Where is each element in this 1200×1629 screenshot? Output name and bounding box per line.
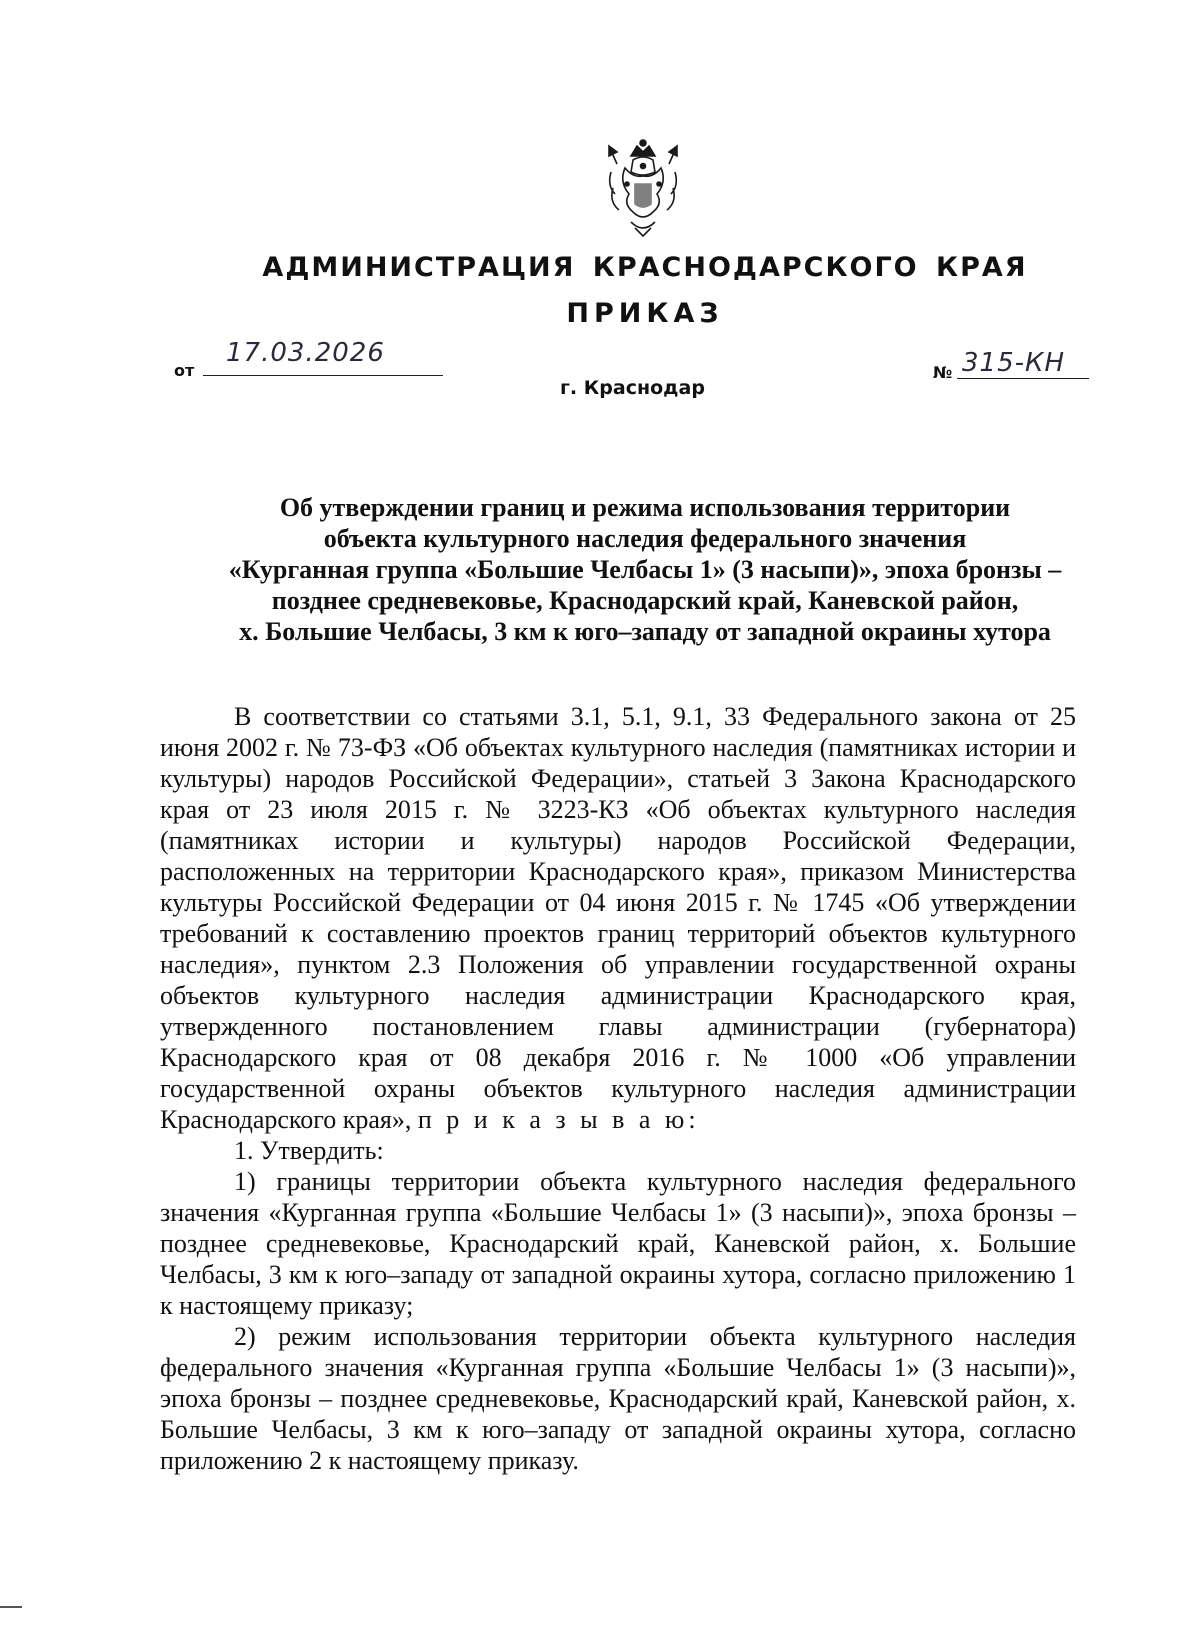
coat-of-arms-emblem-icon: [603, 138, 683, 238]
document-body: [160, 701, 1076, 1476]
heading-line: объекта культурного наследия федерального значения: [323, 524, 967, 553]
heading-line: х. Большие Челбасы, 3 км к юго–западу от западной окраины хутора: [239, 617, 1051, 646]
number-label: №: [933, 363, 953, 382]
order-word: п р и к а з ы в а ю:: [417, 1105, 700, 1134]
item-1: 1. Утвердить:: [234, 1136, 384, 1165]
document-heading: [140, 492, 1150, 647]
document-type-title: ПРИКАЗ: [566, 298, 724, 329]
scan-edge-mark: [0, 1606, 22, 1608]
heading-line: Об утверждении границ и режима использования территории: [279, 493, 1011, 522]
item-1-1: 1) границы территории объекта культурного наследия федерального значения «Курганная группа «Большие Челбасы 1» (3 насыпи)», эпоха бронзы – позднее средневековье, Краснодарский край, Каневской район, х. Большие Челбасы, 3 км к юго–западу от западной окраины хутора, согласно приложению 1 к настоящему приказу;: [160, 1167, 1076, 1320]
heading-line: позднее средневековье, Краснодарский край, Каневской район,: [271, 586, 1019, 615]
preamble-paragraph: [160, 701, 1076, 1135]
date-label: от: [174, 361, 195, 380]
heading-line: «Курганная группа «Большие Челбасы 1» (3 насыпи)», эпоха бронзы –: [228, 555, 1062, 584]
city-label: г. Краснодар: [560, 377, 705, 399]
handwritten-date: 17.03.2026: [226, 338, 385, 368]
item-1-2: 2) режим использования территории объекта культурного наследия федерального значения «Курганная группа «Большие Челбасы 1» (3 насыпи)», эпоха бронзы – позднее средневековье, Краснодарский край, Каневской район, х. Большие Челбасы, 3 км к юго–западу от западной окраины хутора, согласно приложению 2 к настоящему приказу.: [160, 1322, 1076, 1475]
preamble-text: В соответствии со статьями 3.1, 5.1, 9.1, 33 Федерального закона от 25 июня 2002 г. № 73-ФЗ «Об объектах культурного наследия (памятниках истории и культуры) народов Российской Федерации», статьей 3 Закона Краснодарского края от 23 июля 2015 г. № 3223-КЗ «Об объектах культурного наследия (памятниках истории и культуры) народов Российской Федерации, расположенных на территории Краснодарского края», приказом Министерства культуры Российской Федерации от 04 июня 2015 г. № 1745 «Об утверждении требований к составлению проектов границ территорий объектов культурного наследия», пунктом 2.3 Положения об управлении государственной охраны объектов культурного наследия администрации Краснодарского края, утвержденного постановлением главы администрации (губернатора) Краснодарского края от 08 декабря 2016 г. № 1000 «Об управлении государственной охраны объектов культурного наследия администрации Краснодарского края»,: [160, 702, 1076, 1134]
organization-title: АДМИНИСТРАЦИЯ КРАСНОДАРСКОГО КРАЯ: [262, 252, 1028, 283]
handwritten-number: 315-КН: [962, 348, 1066, 378]
